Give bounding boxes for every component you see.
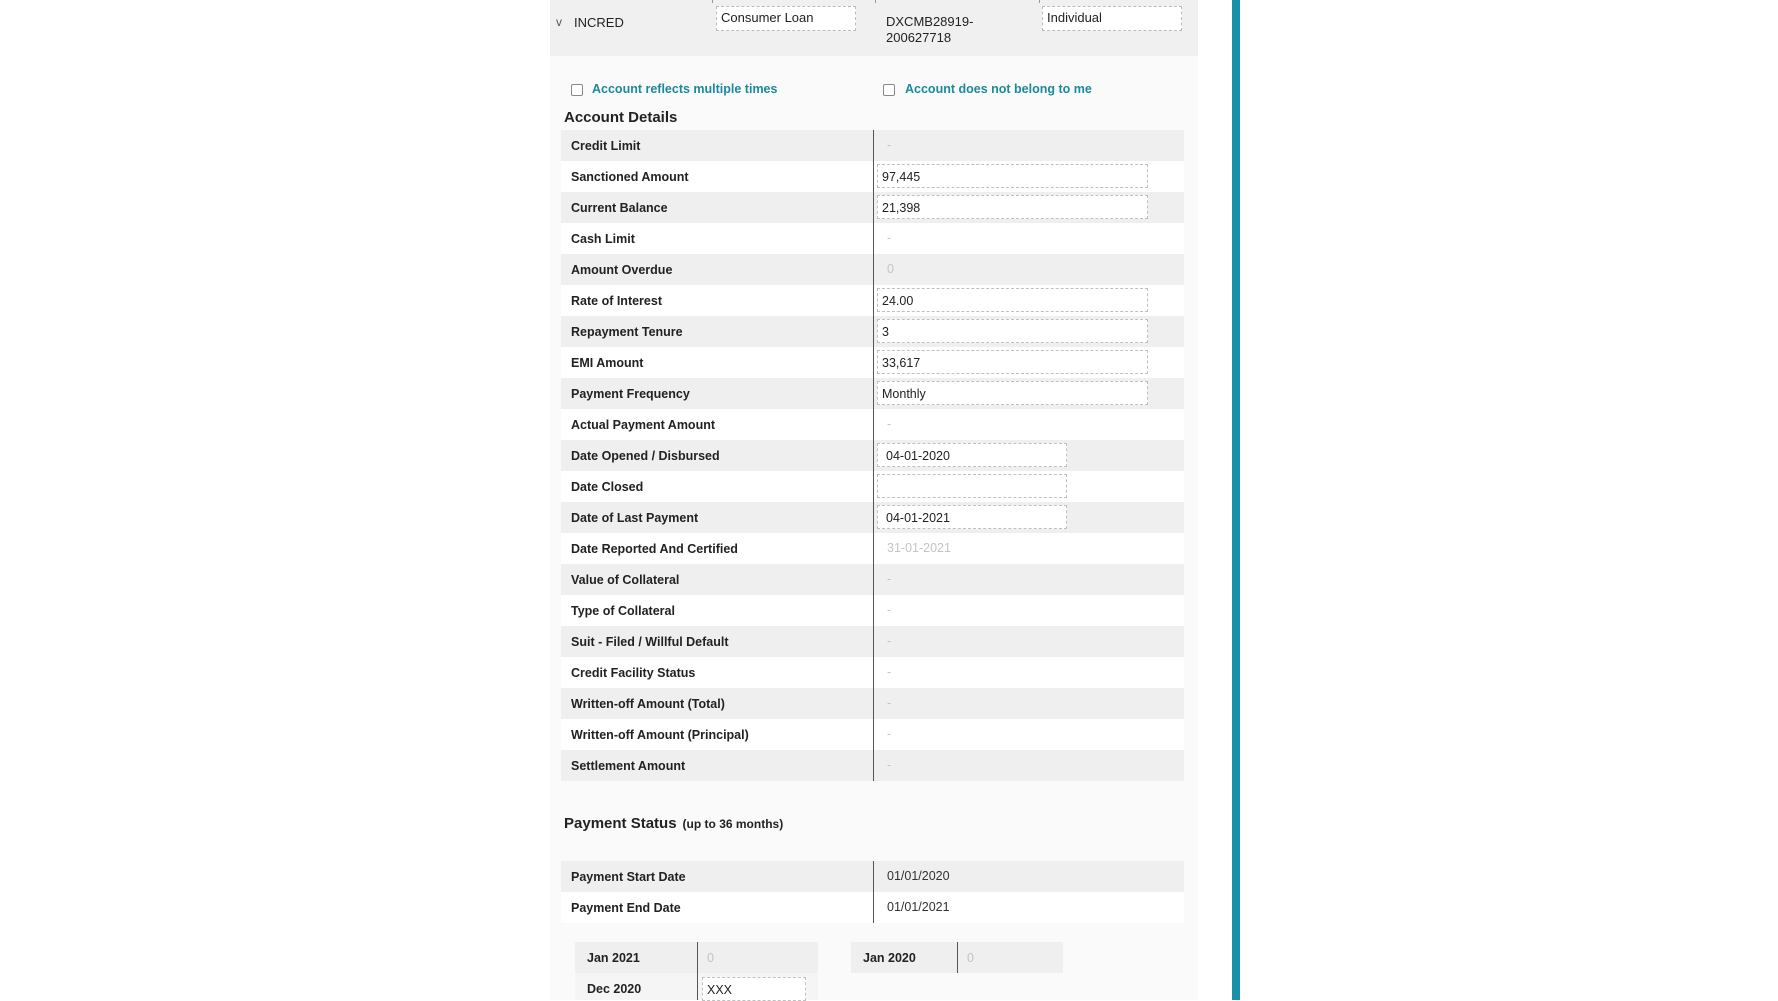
row-sanctioned-amount — [561, 161, 1184, 192]
lender-name: INCRED — [574, 15, 624, 30]
account-details-title: Account Details — [564, 109, 678, 126]
row-date-last-payment — [561, 502, 1184, 533]
account-details-table — [561, 130, 1184, 781]
type-collateral-value: - — [887, 603, 892, 617]
value-collateral-value: - — [887, 572, 892, 586]
divider — [697, 973, 698, 1000]
rate-of-interest-field[interactable]: 24.00 — [877, 288, 1148, 312]
multiple-times-label[interactable]: Account reflects multiple times — [592, 82, 778, 96]
divider — [873, 347, 874, 378]
emi-amount-field[interactable]: 33,617 — [877, 350, 1148, 374]
month-cell-jan-2021 — [575, 942, 818, 973]
payment-status-title: Payment Status — [564, 815, 677, 832]
divider — [873, 502, 874, 533]
divider — [873, 316, 874, 347]
credit-limit-value: - — [887, 138, 892, 152]
row-written-off-principal — [561, 719, 1184, 750]
row-credit-facility-status — [561, 657, 1184, 688]
ownership-field[interactable]: Individual — [1042, 6, 1182, 31]
divider — [873, 861, 874, 892]
scrollbar-track[interactable] — [1232, 0, 1240, 1000]
row-payment-end — [561, 892, 1184, 923]
row-date-closed — [561, 471, 1184, 502]
month-label: Jan 2020 — [863, 951, 916, 965]
divider — [873, 595, 874, 626]
payment-frequency-field[interactable]: Monthly — [877, 381, 1148, 405]
row-label: Date Closed — [571, 480, 644, 494]
written-off-total-value: - — [887, 696, 892, 710]
row-date-reported — [561, 533, 1184, 564]
row-label: Rate of Interest — [571, 294, 662, 308]
divider — [697, 942, 698, 973]
current-balance-field[interactable]: 21,398 — [877, 195, 1148, 219]
month-value-field[interactable]: XXX — [702, 977, 806, 1001]
divider — [873, 440, 874, 471]
account-number: DXCMB28919-200627718 — [886, 14, 974, 45]
divider — [873, 192, 874, 223]
divider — [873, 626, 874, 657]
month-value: 0 — [967, 951, 974, 965]
row-label: Date Reported And Certified — [571, 542, 738, 556]
row-type-collateral — [561, 595, 1184, 626]
account-type-field[interactable]: Consumer Loan — [716, 6, 856, 31]
chevron-down-icon[interactable]: v — [556, 15, 562, 29]
row-label: Actual Payment Amount — [571, 418, 716, 432]
divider — [873, 688, 874, 719]
row-label: Date of Last Payment — [571, 511, 699, 525]
row-label: Sanctioned Amount — [571, 170, 689, 184]
divider — [873, 892, 874, 923]
row-label: Type of Collateral — [571, 604, 675, 618]
divider — [873, 533, 874, 564]
divider — [873, 719, 874, 750]
divider — [873, 564, 874, 595]
divider — [873, 471, 874, 502]
row-repayment-tenure — [561, 316, 1184, 347]
row-label: Payment Start Date — [571, 870, 686, 884]
divider — [873, 223, 874, 254]
row-date-opened — [561, 440, 1184, 471]
column-divider — [875, 0, 876, 3]
payment-dates-table — [561, 861, 1184, 923]
not-mine-checkbox[interactable] — [883, 84, 895, 96]
divider — [957, 942, 958, 973]
row-label: Suit - Filed / Willful Default — [571, 635, 729, 649]
row-label: Current Balance — [571, 201, 668, 215]
row-label: Repayment Tenure — [571, 325, 683, 339]
date-opened-field[interactable]: 04-01-2020 — [877, 443, 1067, 467]
month-cell-jan-2020 — [851, 942, 1063, 973]
row-amount-overdue — [561, 254, 1184, 285]
row-label: Settlement Amount — [571, 759, 686, 773]
suit-filed-value: - — [887, 634, 892, 648]
payment-status-subtitle: (up to 36 months) — [682, 817, 784, 831]
month-label: Dec 2020 — [587, 982, 642, 996]
amount-overdue-value: 0 — [887, 262, 894, 276]
divider — [873, 409, 874, 440]
row-settlement-amount — [561, 750, 1184, 781]
row-value-collateral — [561, 564, 1184, 595]
row-payment-start — [561, 861, 1184, 892]
payment-status-heading — [564, 815, 783, 832]
cash-limit-value: - — [887, 231, 892, 245]
row-label: EMI Amount — [571, 356, 644, 370]
multiple-times-checkbox[interactable] — [571, 84, 583, 96]
row-credit-limit — [561, 130, 1184, 161]
divider — [873, 657, 874, 688]
payment-start-value: 01/01/2020 — [887, 869, 950, 883]
month-label: Jan 2021 — [587, 951, 640, 965]
column-divider — [1039, 0, 1040, 3]
row-label: Credit Limit — [571, 139, 641, 153]
row-label: Written-off Amount (Principal) — [571, 728, 749, 742]
row-emi-amount — [561, 347, 1184, 378]
month-value: 0 — [707, 951, 714, 965]
row-label: Payment Frequency — [571, 387, 690, 401]
row-rate-of-interest — [561, 285, 1184, 316]
row-label: Amount Overdue — [571, 263, 673, 277]
row-label: Value of Collateral — [571, 573, 680, 587]
divider — [873, 161, 874, 192]
row-actual-payment-amount — [561, 409, 1184, 440]
settlement-amount-value: - — [887, 758, 892, 772]
row-label: Cash Limit — [571, 232, 635, 246]
date-closed-field[interactable] — [877, 474, 1067, 498]
sanctioned-amount-field[interactable]: 97,445 — [877, 164, 1148, 188]
row-suit-filed — [561, 626, 1184, 657]
divider — [873, 750, 874, 781]
row-written-off-total — [561, 688, 1184, 719]
column-divider — [712, 0, 713, 3]
divider — [873, 378, 874, 409]
row-label: Payment End Date — [571, 901, 681, 915]
written-off-principal-value: - — [887, 727, 892, 741]
date-reported-value: 31-01-2021 — [887, 541, 951, 555]
row-current-balance — [561, 192, 1184, 223]
row-label: Date Opened / Disbursed — [571, 449, 720, 463]
payment-end-value: 01/01/2021 — [887, 900, 950, 914]
repayment-tenure-field[interactable]: 3 — [877, 319, 1148, 343]
row-payment-frequency — [561, 378, 1184, 409]
date-last-payment-field[interactable]: 04-01-2021 — [877, 505, 1067, 529]
row-cash-limit — [561, 223, 1184, 254]
divider — [873, 254, 874, 285]
divider — [873, 285, 874, 316]
row-label: Credit Facility Status — [571, 666, 696, 680]
row-label: Written-off Amount (Total) — [571, 697, 725, 711]
not-mine-label[interactable]: Account does not belong to me — [905, 82, 1092, 96]
divider — [873, 130, 874, 161]
actual-payment-value: - — [887, 417, 892, 431]
credit-facility-value: - — [887, 665, 892, 679]
month-cell-dec-2020 — [575, 973, 818, 1000]
